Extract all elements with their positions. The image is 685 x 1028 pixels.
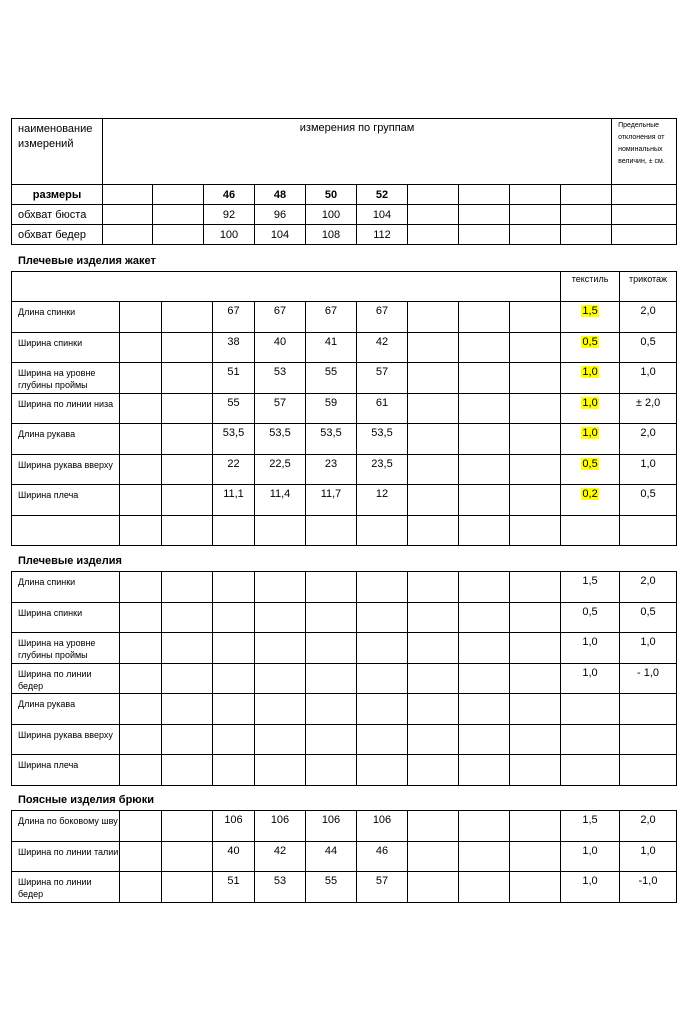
- empty-cell: [120, 515, 162, 546]
- value-cell: 92: [204, 205, 255, 225]
- empty-cell: [408, 811, 459, 842]
- textile-cell: [561, 302, 620, 333]
- empty-cell: [510, 872, 561, 903]
- value-cell: 112: [357, 225, 408, 245]
- value-cell: [213, 572, 255, 603]
- value-cell: [255, 694, 306, 725]
- deviation-header: Предельные отклонения от номинальных величин, ± см.: [612, 119, 677, 185]
- empty-cell: [510, 424, 561, 455]
- row-label: Длина рукава: [12, 694, 120, 725]
- empty-cell: [162, 393, 213, 424]
- empty-cell: [459, 454, 510, 485]
- empty-cell: [120, 724, 162, 755]
- table-row: [12, 663, 677, 694]
- empty-cell: [510, 302, 561, 333]
- table-row: [12, 515, 677, 546]
- value-cell: [357, 694, 408, 725]
- empty-cell: [408, 485, 459, 516]
- value-cell: [306, 663, 357, 694]
- knit-column-header: трикотаж: [620, 272, 677, 302]
- knit-cell: 2,0: [620, 572, 677, 603]
- value-cell: 67: [255, 302, 306, 333]
- highlighted-value: 0,2: [582, 488, 598, 500]
- empty-cell: [120, 602, 162, 633]
- knit-cell: 1,0: [620, 841, 677, 872]
- empty-cell: [459, 424, 510, 455]
- value-cell: [213, 755, 255, 786]
- value-cell: [306, 602, 357, 633]
- empty-cell: [408, 332, 459, 363]
- value-cell: 100: [306, 205, 357, 225]
- empty-cell: [162, 755, 213, 786]
- row-label: Ширина рукава вверху: [12, 724, 120, 755]
- empty-cell: [162, 872, 213, 903]
- table-row: [12, 841, 677, 872]
- value-cell: 104: [255, 225, 306, 245]
- table-row: [12, 694, 677, 725]
- knit-cell: - 1,0: [620, 663, 677, 694]
- empty-cell: [408, 363, 459, 394]
- empty-cell: [510, 363, 561, 394]
- empty-cell: [408, 454, 459, 485]
- value-cell: 40: [255, 332, 306, 363]
- knit-cell: [620, 724, 677, 755]
- empty-cell: [459, 302, 510, 333]
- empty-cell: [459, 694, 510, 725]
- size-cell: 52: [357, 185, 408, 205]
- sizes-header-table: [11, 118, 677, 245]
- empty-cell: [120, 811, 162, 842]
- value-cell: 53,5: [255, 424, 306, 455]
- value-cell: 51: [213, 363, 255, 394]
- empty-cell: [120, 332, 162, 363]
- value-cell: 59: [306, 393, 357, 424]
- empty-cell: [408, 602, 459, 633]
- highlighted-value: 0,5: [582, 457, 598, 470]
- empty-cell: [459, 572, 510, 603]
- value-cell: [357, 633, 408, 664]
- value-cell: 53,5: [357, 424, 408, 455]
- textile-cell: 1,5: [561, 811, 620, 842]
- value-cell: [255, 755, 306, 786]
- value-cell: [306, 724, 357, 755]
- value-cell: [357, 724, 408, 755]
- textile-cell: [561, 332, 620, 363]
- value-cell: 22: [213, 454, 255, 485]
- textile-cell: 1,5: [561, 572, 620, 603]
- value-cell: 53,5: [213, 424, 255, 455]
- value-cell: 108: [306, 225, 357, 245]
- highlighted-value: 0,5: [582, 335, 598, 348]
- empty-cell: [459, 755, 510, 786]
- row-label: Ширина плеча: [12, 755, 120, 786]
- knit-cell: 0,5: [620, 485, 677, 516]
- textile-cell: [561, 363, 620, 394]
- empty-cell: [162, 424, 213, 455]
- empty-cell: [408, 663, 459, 694]
- textile-column-header: текстиль: [561, 272, 620, 302]
- row-label: обхват бюста: [12, 205, 103, 225]
- value-cell: 53,5: [306, 424, 357, 455]
- value-cell: [306, 572, 357, 603]
- empty-cell: [459, 663, 510, 694]
- empty-cell: [162, 515, 213, 546]
- highlighted-value: 1,0: [582, 396, 598, 409]
- table-row: [12, 572, 677, 603]
- value-cell: [255, 633, 306, 664]
- value-cell: [213, 602, 255, 633]
- empty-cell: [459, 393, 510, 424]
- knit-cell: 0,5: [620, 602, 677, 633]
- value-cell: [255, 663, 306, 694]
- empty-cell: [459, 841, 510, 872]
- empty-cell: [510, 572, 561, 603]
- value-cell: [306, 633, 357, 664]
- value-cell: [213, 663, 255, 694]
- empty-cell: [162, 694, 213, 725]
- row-label: Длина спинки: [12, 302, 120, 333]
- knit-cell: [620, 694, 677, 725]
- value-cell: [357, 602, 408, 633]
- empty-cell: [408, 694, 459, 725]
- empty-cell: [162, 454, 213, 485]
- value-cell: 67: [213, 302, 255, 333]
- empty-cell: [510, 485, 561, 516]
- value-cell: 57: [357, 363, 408, 394]
- empty-cell: [120, 755, 162, 786]
- table-row: [12, 363, 677, 394]
- knit-cell: 1,0: [620, 454, 677, 485]
- empty-cell: [408, 633, 459, 664]
- textile-cell: [561, 755, 620, 786]
- empty-cell: [408, 872, 459, 903]
- table-row: [12, 454, 677, 485]
- trousers-table: [11, 810, 677, 903]
- table-row: [12, 205, 677, 225]
- empty-cell: [120, 454, 162, 485]
- textile-cell: 1,0: [561, 841, 620, 872]
- value-cell: 46: [357, 841, 408, 872]
- row-label: [12, 515, 120, 546]
- textile-cell: [561, 724, 620, 755]
- textile-cell: [561, 424, 620, 455]
- empty-cell: [459, 363, 510, 394]
- value-cell: 11,1: [213, 485, 255, 516]
- value-cell: 40: [213, 841, 255, 872]
- empty-cell: [408, 424, 459, 455]
- value-cell: 100: [204, 225, 255, 245]
- value-cell: [213, 633, 255, 664]
- row-label: Ширина по линии бедер: [12, 872, 120, 903]
- empty-cell: [510, 663, 561, 694]
- value-cell: 23: [306, 454, 357, 485]
- empty-cell: [162, 811, 213, 842]
- value-cell: [255, 724, 306, 755]
- empty-cell: [120, 485, 162, 516]
- empty-cell: [408, 393, 459, 424]
- empty-cell: [510, 841, 561, 872]
- table-row: [12, 332, 677, 363]
- highlighted-value: 1,5: [582, 305, 598, 317]
- table-row: [12, 302, 677, 333]
- value-cell: [306, 515, 357, 546]
- table-row: [12, 225, 677, 245]
- value-cell: 55: [306, 363, 357, 394]
- empty-cell: [120, 363, 162, 394]
- empty-cell: [120, 633, 162, 664]
- empty-cell: [162, 572, 213, 603]
- section-title-trousers: Поясные изделия брюки: [18, 794, 154, 806]
- row-label: Ширина плеча: [12, 485, 120, 516]
- textile-cell: [561, 694, 620, 725]
- value-cell: 23,5: [357, 454, 408, 485]
- size-cell: 50: [306, 185, 357, 205]
- textile-cell: [561, 515, 620, 546]
- textile-cell: 1,0: [561, 633, 620, 664]
- measurement-name-header: наименование измерений: [12, 119, 103, 185]
- value-cell: 53: [255, 872, 306, 903]
- empty-cell: [459, 872, 510, 903]
- knit-cell: [620, 515, 677, 546]
- textile-cell: [561, 485, 620, 516]
- textile-cell: 1,0: [561, 663, 620, 694]
- value-cell: 106: [255, 811, 306, 842]
- value-cell: 11,7: [306, 485, 357, 516]
- shoulder-table: [11, 571, 677, 786]
- empty-cell: [120, 572, 162, 603]
- empty-cell: [510, 393, 561, 424]
- value-cell: 106: [306, 811, 357, 842]
- value-cell: 61: [357, 393, 408, 424]
- table-row: [12, 633, 677, 664]
- empty-cell: [162, 485, 213, 516]
- value-cell: [357, 755, 408, 786]
- empty-cell: [162, 332, 213, 363]
- empty-cell: [510, 755, 561, 786]
- value-cell: 44: [306, 841, 357, 872]
- highlighted-value: 1,0: [582, 366, 598, 378]
- row-label: Длина спинки: [12, 572, 120, 603]
- value-cell: [213, 724, 255, 755]
- row-label: Длина по боковому шву: [12, 811, 120, 842]
- value-cell: 53: [255, 363, 306, 394]
- section-title-jacket: Плечевые изделия жакет: [18, 255, 156, 267]
- empty-cell: [459, 724, 510, 755]
- empty-cell: [510, 454, 561, 485]
- empty-cell: [459, 515, 510, 546]
- value-cell: 22,5: [255, 454, 306, 485]
- empty-cell: [162, 663, 213, 694]
- value-cell: 12: [357, 485, 408, 516]
- empty-cell: [408, 755, 459, 786]
- empty-cell: [120, 841, 162, 872]
- empty-cell: [162, 724, 213, 755]
- row-label: Ширина по линии низа: [12, 393, 120, 424]
- value-cell: 55: [306, 872, 357, 903]
- textile-cell: 1,0: [561, 872, 620, 903]
- highlighted-value: 1,0: [582, 427, 598, 439]
- value-cell: [306, 755, 357, 786]
- empty-cell: [510, 602, 561, 633]
- textile-cell: [561, 454, 620, 485]
- value-cell: [255, 515, 306, 546]
- empty-cell: [459, 633, 510, 664]
- knit-cell: [620, 755, 677, 786]
- knit-cell: -1,0: [620, 872, 677, 903]
- empty-cell: [120, 302, 162, 333]
- value-cell: 38: [213, 332, 255, 363]
- value-cell: 106: [213, 811, 255, 842]
- size-cell: 46: [204, 185, 255, 205]
- table-row: [12, 485, 677, 516]
- empty-cell: [120, 663, 162, 694]
- value-cell: 42: [357, 332, 408, 363]
- value-cell: 67: [357, 302, 408, 333]
- value-cell: [255, 602, 306, 633]
- empty-cell: [120, 694, 162, 725]
- value-cell: [357, 572, 408, 603]
- empty-cell: [162, 602, 213, 633]
- value-cell: [255, 572, 306, 603]
- size-cell: 48: [255, 185, 306, 205]
- value-cell: 42: [255, 841, 306, 872]
- groups-header: измерения по группам: [103, 119, 612, 185]
- row-label: обхват бедер: [12, 225, 103, 245]
- textile-cell: [561, 393, 620, 424]
- knit-cell: 2,0: [620, 302, 677, 333]
- empty-cell: [120, 872, 162, 903]
- table-row: [12, 185, 677, 205]
- empty-cell: [120, 424, 162, 455]
- empty-cell: [510, 724, 561, 755]
- empty-cell: [510, 633, 561, 664]
- empty-cell: [510, 515, 561, 546]
- empty-cell: [510, 694, 561, 725]
- row-label: Ширина спинки: [12, 332, 120, 363]
- row-label: Ширина на уровне глубины проймы: [12, 633, 120, 664]
- row-label: размеры: [12, 185, 103, 205]
- value-cell: 104: [357, 205, 408, 225]
- table-row: [12, 872, 677, 903]
- table-row: [12, 424, 677, 455]
- value-cell: 96: [255, 205, 306, 225]
- value-cell: 41: [306, 332, 357, 363]
- knit-cell: 1,0: [620, 633, 677, 664]
- table-row: [12, 724, 677, 755]
- empty-cell: [162, 633, 213, 664]
- empty-cell: [408, 515, 459, 546]
- value-cell: [357, 515, 408, 546]
- empty-cell: [510, 811, 561, 842]
- empty-cell: [162, 841, 213, 872]
- value-cell: 11,4: [255, 485, 306, 516]
- value-cell: 67: [306, 302, 357, 333]
- row-label: Ширина спинки: [12, 602, 120, 633]
- row-label: Ширина по линии талии: [12, 841, 120, 872]
- table-row: [12, 755, 677, 786]
- row-label: Ширина по линии бедер: [12, 663, 120, 694]
- textile-cell: 0,5: [561, 602, 620, 633]
- value-cell: [213, 694, 255, 725]
- empty-cell: [408, 724, 459, 755]
- empty-cell: [510, 332, 561, 363]
- empty-cell: [408, 572, 459, 603]
- empty-cell: [459, 602, 510, 633]
- value-cell: [213, 515, 255, 546]
- row-label: Длина рукава: [12, 424, 120, 455]
- value-cell: 57: [255, 393, 306, 424]
- section-title-shoulder: Плечевые изделия: [18, 555, 122, 567]
- knit-cell: 2,0: [620, 424, 677, 455]
- empty-cell: [408, 302, 459, 333]
- knit-cell: ± 2,0: [620, 393, 677, 424]
- empty-cell: [408, 841, 459, 872]
- knit-cell: 0,5: [620, 332, 677, 363]
- jacket-table: [11, 271, 677, 546]
- value-cell: [357, 663, 408, 694]
- value-cell: 55: [213, 393, 255, 424]
- empty-cell: [459, 485, 510, 516]
- knit-cell: 1,0: [620, 363, 677, 394]
- row-label: Ширина на уровне глубины проймы: [12, 363, 120, 394]
- value-cell: 106: [357, 811, 408, 842]
- row-label: Ширина рукава вверху: [12, 454, 120, 485]
- value-cell: 51: [213, 872, 255, 903]
- empty-cell: [459, 332, 510, 363]
- empty-cell: [120, 393, 162, 424]
- empty-cell: [162, 363, 213, 394]
- table-row: [12, 811, 677, 842]
- value-cell: [306, 694, 357, 725]
- table-row: [12, 602, 677, 633]
- knit-cell: 2,0: [620, 811, 677, 842]
- empty-cell: [162, 302, 213, 333]
- table-row: [12, 393, 677, 424]
- value-cell: 57: [357, 872, 408, 903]
- empty-cell: [459, 811, 510, 842]
